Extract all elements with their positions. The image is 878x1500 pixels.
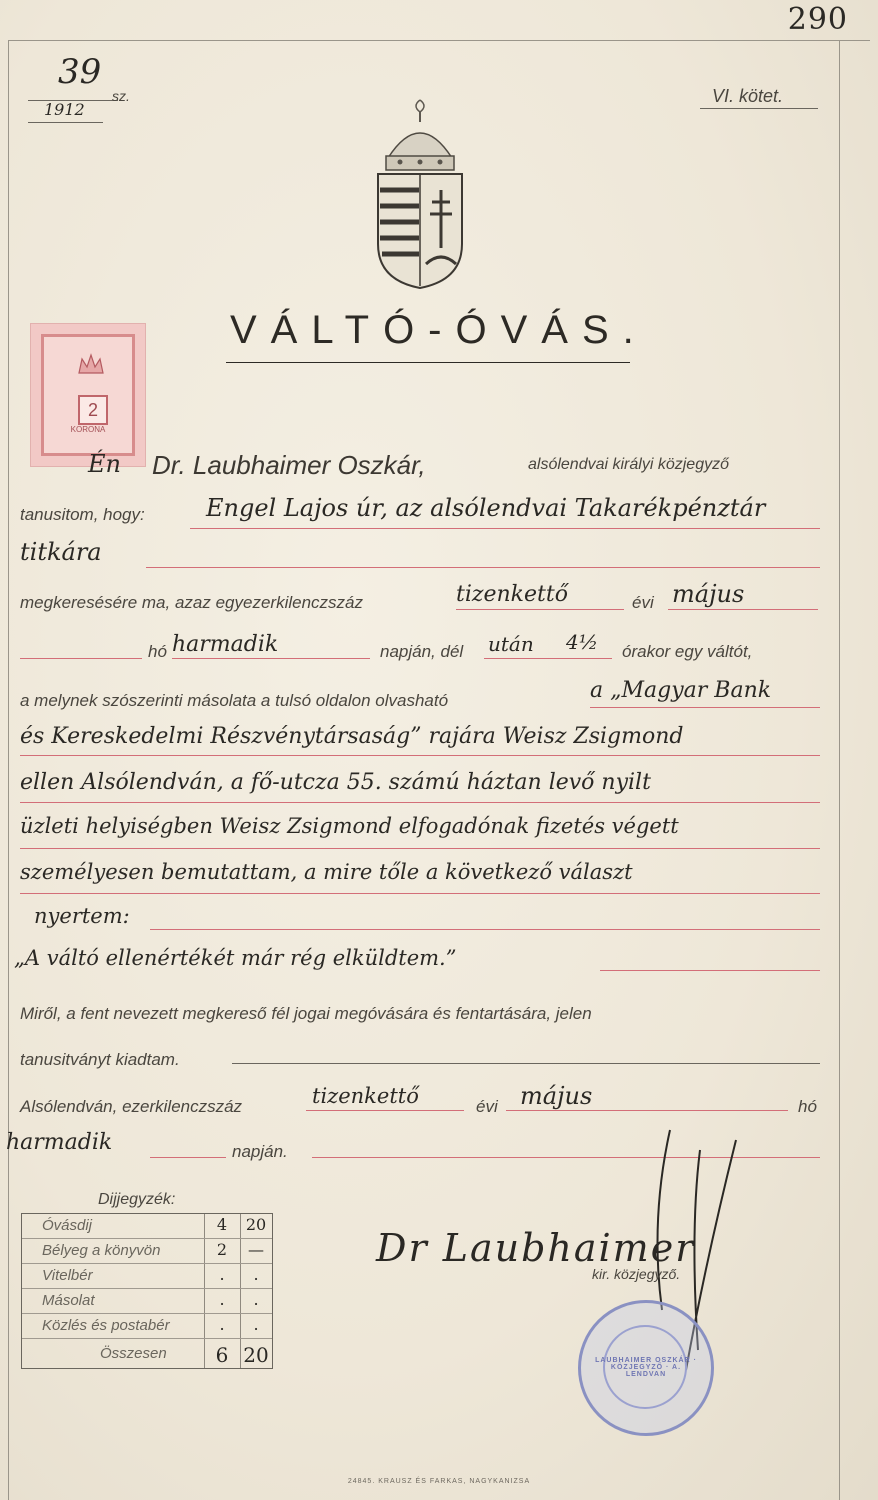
fill-line-2 xyxy=(146,567,820,568)
fill-line-month xyxy=(668,609,818,610)
label-alsolendvan: Alsólendván, ezerkilenczszáz xyxy=(20,1097,243,1116)
stamp-currency: KORONA xyxy=(70,425,106,434)
fee-korona: . xyxy=(219,1315,225,1334)
frame-top-line xyxy=(8,40,870,41)
table-row xyxy=(22,1264,272,1289)
table-row xyxy=(22,1214,272,1239)
label-tanusitvanyt: tanusitványt kiadtam. xyxy=(20,1050,180,1069)
fee-korona: . xyxy=(219,1265,225,1284)
fill-line-10 xyxy=(150,929,820,930)
notary-name: Dr. Laubhaimer Oszkár, xyxy=(152,450,426,480)
fill-line-6 xyxy=(20,755,820,756)
fill-line-tanusitvany xyxy=(232,1063,820,1064)
table-row xyxy=(22,1314,272,1339)
notary-title: alsólendvai királyi közjegyző xyxy=(528,456,729,473)
fee-filler: 20 xyxy=(245,1215,267,1234)
register-year: 1912 xyxy=(44,100,85,119)
printer-imprint: 24845. KRAUSZ ÉS FARKAS, NAGYKANIZSA xyxy=(347,1478,531,1485)
fill-line-year-2 xyxy=(306,1110,464,1111)
hand-answer: „A váltó ellenértékét már rég elküldtem.” xyxy=(14,946,457,970)
notary-seal xyxy=(578,1300,714,1436)
register-year-rule xyxy=(28,122,103,123)
hand-delutan: után xyxy=(488,632,534,656)
fee-label: Óvásdij xyxy=(42,1217,93,1234)
fee-korona: 4 xyxy=(216,1215,228,1234)
volume-label: VI. kötet. xyxy=(712,86,784,106)
label-tanusitom: tanusitom, hogy: xyxy=(20,505,145,524)
register-number: 39 xyxy=(58,52,102,92)
label-masolat: a melynek szószerinti másolata a tulsó oldalon olvasható xyxy=(20,691,449,710)
fill-line-7 xyxy=(20,802,820,803)
fee-korona: 2 xyxy=(216,1240,228,1259)
fill-line-5 xyxy=(590,707,820,708)
fee-filler: . xyxy=(253,1315,259,1334)
document-title: VÁLTÓ-ÓVÁS. xyxy=(230,308,648,352)
stamp-value: 2 xyxy=(78,395,108,425)
hand-address: ellen Alsólendván, a fő-utcza 55. számú háztan levő nyilt xyxy=(20,770,651,795)
label-napjan: napján. xyxy=(232,1142,288,1161)
fill-line-day xyxy=(172,658,370,659)
hand-requester-role: titkára xyxy=(20,538,102,566)
title-underline xyxy=(226,362,630,363)
seal-text: LAUBHAIMER OSZKÁR · KÖZJEGYZŐ · A. LENDVAN xyxy=(595,1357,697,1378)
revenue-stamp xyxy=(30,323,146,467)
fill-line-hour xyxy=(484,658,612,659)
sz-label: sz. xyxy=(112,88,130,104)
hand-year-2: tizenkettő xyxy=(312,1084,419,1108)
table-row xyxy=(22,1239,272,1264)
hand-month: május xyxy=(672,580,745,608)
intro-en: Én xyxy=(88,450,121,478)
label-evi: évi xyxy=(632,593,654,612)
hand-bank-2: és Kereskedelmi Részvénytársaság” rajára Weisz Zsigmond xyxy=(20,724,684,749)
fill-line-9 xyxy=(20,893,820,894)
table-row-total xyxy=(22,1342,272,1366)
table-row xyxy=(22,1289,272,1314)
fee-filler: . xyxy=(253,1290,259,1309)
hand-day-2: harmadik xyxy=(6,1130,113,1155)
label-evi-2: évi xyxy=(476,1097,498,1116)
label-ho-2: hó xyxy=(798,1097,817,1116)
frame-right-line xyxy=(839,40,840,1500)
fill-line-year xyxy=(456,609,624,610)
page-number: 290 xyxy=(787,2,848,37)
hand-bank-1: a „Magyar Bank xyxy=(590,678,772,703)
revenue-stamp-frame xyxy=(41,334,135,456)
hand-year-word: tizenkettő xyxy=(456,582,568,607)
hand-requester: Engel Lajos úr, az alsólendvai Takarékpénztár xyxy=(206,494,766,522)
fill-line-1 xyxy=(190,528,820,529)
fee-table xyxy=(21,1213,273,1369)
label-ho: hó xyxy=(148,642,167,661)
fee-total-filler: 20 xyxy=(243,1343,269,1367)
fill-line-answer xyxy=(600,970,820,971)
hand-premises: üzleti helyiségben Weisz Zsigmond elfogadónak fizetés végett xyxy=(20,814,679,838)
fee-label: Közlés és postabér xyxy=(42,1317,170,1334)
notary-role: kir. közjegyző. xyxy=(592,1266,681,1282)
label-megkeresesere: megkeresésére ma, azaz egyezerkilenczszáz xyxy=(20,593,363,612)
fee-korona: . xyxy=(219,1290,225,1309)
fee-total-label: Összesen xyxy=(100,1345,167,1362)
coat-of-arms-icon xyxy=(370,98,470,292)
hand-day: harmadik xyxy=(172,632,279,657)
fee-filler: . xyxy=(253,1265,259,1284)
fee-label: Másolat xyxy=(42,1292,95,1309)
label-mirol: Miről, a fent nevezett megkereső fél jogai megóvására és fentartására, jelen xyxy=(20,1004,592,1023)
fee-table-title: Dijjegyzék: xyxy=(98,1191,176,1208)
label-orakor: órakor egy váltót, xyxy=(622,642,753,661)
fee-filler: — xyxy=(248,1240,264,1259)
fee-label: Vitelbér xyxy=(42,1267,93,1284)
fill-line-day-2 xyxy=(150,1157,226,1158)
fee-total-korona: 6 xyxy=(215,1343,229,1367)
hand-month-2: május xyxy=(520,1082,593,1110)
fill-line-8 xyxy=(20,848,820,849)
hand-presented: személyesen bemutattam, a mire tőle a következő választ xyxy=(20,860,633,884)
fee-label: Bélyeg a könyvön xyxy=(42,1242,161,1259)
hand-nyertem: nyertem: xyxy=(34,904,130,928)
stamp-crown-icon xyxy=(76,351,106,377)
fill-line-month-2 xyxy=(506,1110,788,1111)
frame-left-line xyxy=(8,40,9,1500)
hand-hour: 4½ xyxy=(566,630,599,654)
label-napjan-del: napján, dél xyxy=(380,642,464,661)
fill-line-4a xyxy=(20,658,142,659)
notary-signature: Dr Laubhaimer xyxy=(376,1226,696,1270)
volume-rule xyxy=(700,108,818,109)
